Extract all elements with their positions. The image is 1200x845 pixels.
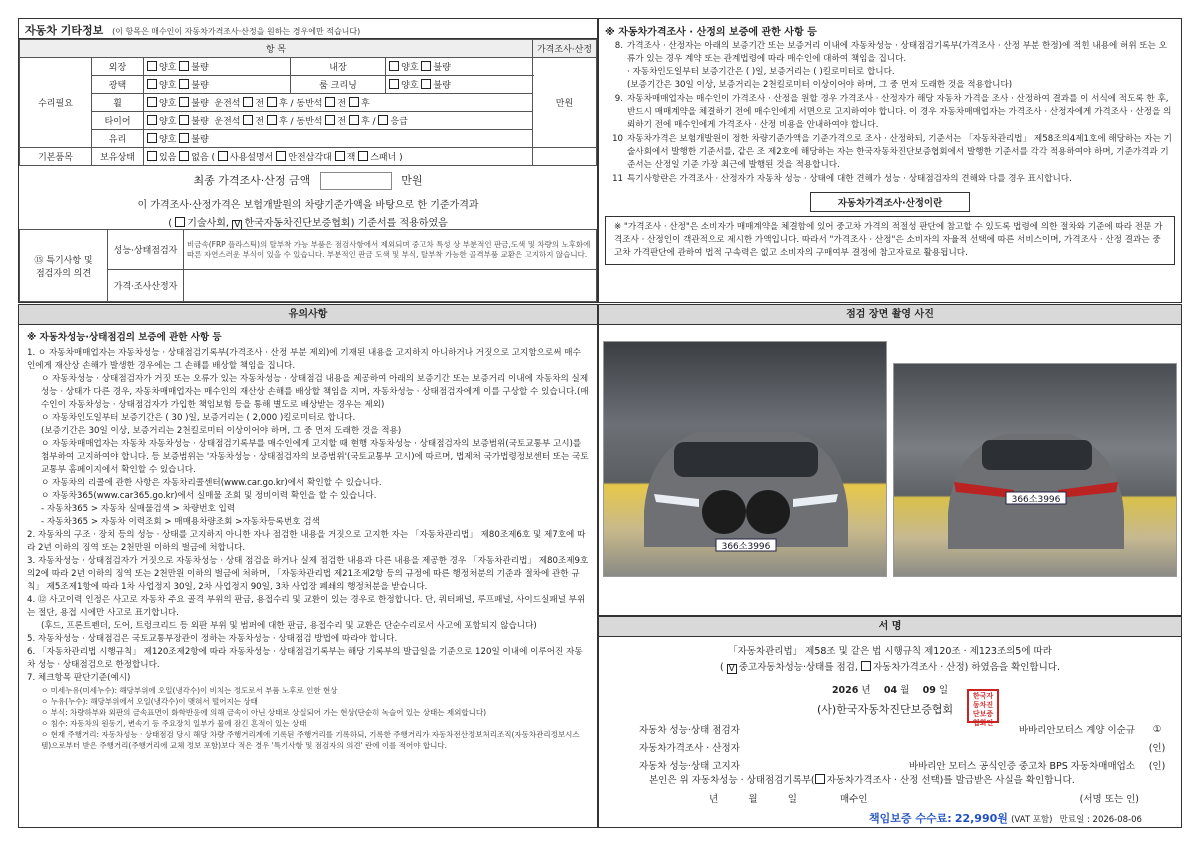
signature-check-line: ( V 중고자동차성능·상태를 점검, 자동차가격조사 · 산정) 하였음을 확인합니다. [720,662,1060,674]
col-item-header: 항 목 [20,40,533,58]
special-notes-table [19,229,597,302]
note-item: 4. ⑫ 사고이력 인정은 사고로 자동차 주요 골격 부위의 판금, 용접수리 및 교환이 있는 경우로 한정합니다. 단, 쿼터패널, 루프패널, 사이드실패널 부위는 절단, 용접 시에만 사고로 표기합니다. [27,595,586,618]
criteria-item: ㅇ 미세누유(미세누수): 해당부위에 오일(냉각수)이 비치는 정도로서 부품 노후로 인한 현상 [41,686,338,695]
note-item: (후드, 프론트펜더, 도어, 트렁크리드 등 외판 부위 및 범퍼에 대한 판금, 용접수리 및 교환은 단순수리로서 사고에 포함되지 않습니다) [41,621,537,631]
org-stamp: 한국자동차진단보증협회인 [967,689,999,723]
definition-title: 자동차가격조사·산정이란 [810,192,970,212]
signer-value [805,738,1139,756]
front-plate: 366소3996 [721,542,771,552]
criteria-item: ㅇ 누유(누수): 해당부위에서 오일(냉각수)이 맺혀서 떨어지는 상태 [41,697,258,706]
price-warranty-item: 8. 가격조사 · 산정자는 아래의 보증기간 또는 보증거리 이내에 자동차성능 · 상태점검기록부(가격조사 · 산정 부분 한정)에 적힌 내용에 허위 또는 오류가 있는 경우 계약 또는 관계법령에 따라 매수인에 대하여 책임을 집니다. · 자동차인도일부터 보증기간은 ( )일, 보증거리는 ( )킬로미터로 합니다. (보증기간은 30일 이상, 보증거리는 2천킬로미터 이상이어야 하며, 그 중 먼저 도래한 것을 적용합니다) [614,41,1167,90]
notes-title: ※ 자동차성능·상태점검의 보증에 관한 사항 등 [27,332,222,343]
special-label: ⑮ 특기사항 및 점검자의 의견 [20,230,108,302]
signature-section [598,616,1182,828]
note-item: - 자동차365 > 자동차 이력조회 > 매매용차량조회 >자동차등록번호 검색 [41,517,320,527]
other-info-title: 자동차 기타정보 [25,24,104,37]
note-item: ㅇ 자동차인도일부터 보증기간은 ( 30 )일, 보증거리는 ( 2,000 )킬로미터로 합니다. [41,413,356,423]
photos-section [598,304,1182,616]
photos-header: 점검 장면 촬영 사진 [599,305,1181,325]
final-price-line: 최종 가격조사·산정 금액 만원 [19,172,597,190]
glass-options[interactable]: 양호 불량 [144,130,533,148]
signer-label: 자동차 성능·상태 고지자 [639,761,740,772]
other-info-subtitle: (이 항목은 매수인이 자동차가격조사·산정을 원하는 경우에만 적습니다) [112,27,361,36]
final-price-input[interactable] [320,172,392,190]
criteria-list [41,685,589,751]
other-info-title-bar [19,19,597,39]
room-cleaning-options[interactable]: 양호 불량 [386,76,533,94]
note-item: ㅇ 자동차성능 · 상태점검자가 거짓 또는 오류가 있는 자동차성능 · 상태점검 내용을 제공하여 아래의 보증기간 또는 보증거리 이내에 자동차의 실제 성능 · 상태가 다른 경우, 자동차매매업자는 매수인의 재산상 손해를 배상할 책임을 지며, 자동차성능 · 상태점검자에게 이를 구상할 수 있습니다.(매수인이 자동차성능 · 상태점검자가 가입한 책임보험 등을 통해 별도로 배상받는 경우는 제외) [41,374,589,410]
criteria-line-2: ( 기술사회, V 한국자동차진단보증협회) 기준서를 적용하였음 [168,218,448,230]
signer-row [635,720,1175,738]
price-warranty-title: ※ 자동차가격조사 · 산정의 보증에 관한 사항 등 [605,27,817,38]
signature-header: 서 명 [599,617,1181,637]
row-gloss: 광택 [92,76,144,94]
criteria-item: ㅇ 침수: 자동차의 원동기, 변속기 등 주요장치 일부가 물에 잠긴 흔적이 있는 상태 [41,719,307,728]
row-exterior: 외장 [92,58,144,76]
note-item: (보증기간은 30일 이상, 보증거리는 2천킬로미터 이상이어야 하며, 그 중 먼저 도래한 것을 적용) [41,426,402,436]
tire-options[interactable]: 양호 불량 운전석 전 후 / 동반석 전 후 / 응급 [144,112,533,130]
perf-label: 성능·상태점검자 [108,230,184,270]
signer-value: 바바리안모터스 계양 이순규 [1018,725,1135,736]
row-interior: 내장 [290,58,385,76]
signer-mark: (인) [1148,743,1166,754]
note-item: ㅇ 자동차의 리콜에 관한 사항은 자동차리콜센터(www.car.go.kr)에서 확인할 수 있습니다. [41,478,382,488]
notes-list [27,347,589,685]
other-info-section [18,18,598,303]
price-warranty-list [605,40,1175,186]
criteria-checkbox-b[interactable]: V [234,220,241,230]
note-item: - 자동차365 > 자동차 실매물검색 > 차량번호 입력 [41,504,236,514]
notes-body [19,325,597,755]
note-item: 5. 자동차성능 · 상태점검은 국토교통부장관이 정하는 자동차성능 · 상태점검 방법에 따라야 합니다. [27,634,398,644]
row-glass: 유리 [92,130,144,148]
signature-org: (사)한국자동차진단보증협회 [817,703,954,716]
notes-header: 유의사항 [19,305,597,325]
interior-options[interactable]: 양호 불량 [386,58,533,76]
price-checker-label: 가격·조사산정자 [108,270,184,302]
signer-row [635,738,1175,756]
note-item: ㅇ 자동차매매업자는 자동차 자동차성능 · 상태점검기록부를 매수인에게 고지할 때 현행 자동차성능 · 상태점검자의 보증범위(국토교통부 고시)를 첨부하여 고지하여야 합니다. 등 보증범위는 '자동차성능 · 상태점검자의 보증범위'(국토교통부 고시)에 따르며, 법제처 국가법령정보센터 또는 국토교통부 홈페이지에서 확인할 수 있습니다. [41,439,589,475]
rear-plate: 366소3996 [1011,495,1061,505]
price-value: 만원 [533,58,597,148]
note-item: 1. ㅇ 자동차매매업자는 자동차성능 · 상태점검기록부(가격조사 · 산정 부분 제외)에 기재된 내용을 고지하지 아니하거나 거짓으로 고지함으로써 매수인에게 재산상 손해가 발생한 경우에는 그 손해를 배상할 책임을 집니다. [27,348,581,371]
price-warranty-item: 9. 자동차매매업자는 매수인이 가격조사 · 산정을 원할 경우 가격조사 · 산정자가 해당 자동차 가격을 조사 · 산정하여 결과를 이 서식에 적도록 한 후, 반드시 매매계약을 체결하기 전에 매수인에게 서면으로 고지하여야 합니다. 이 경우 자동차매매업자는 가격조사 · 산정자에게 가격조사 · 산정을 의뢰하기 전에 매수인에게 가격조사 · 산정 비용을 안내하여야 합니다. [614,94,1172,130]
signer-label: 자동차가격조사 · 산정자 [639,743,740,754]
front-car-illustration [604,342,887,577]
front-car-photo [603,341,887,577]
receipt-line: 본인은 위 자동차성능 · 상태점검기록부( 자동차가격조사 · 산정 선택)를 발급받은 사실을 확인합니다. [649,775,1075,786]
repair-label: 수리필요 [20,58,92,148]
note-item: ㅇ 자동차365(www.car365.go.kr)에서 실매물 조회 및 정비이력 확인을 할 수 있습니다. [41,491,377,501]
note-item: 7. 체크항목 판단기준(예시) [27,673,131,683]
signer-table [635,720,1175,774]
receipt-checkbox[interactable] [815,774,825,784]
gloss-options[interactable]: 양호 불량 [144,76,291,94]
row-wheel: 휠 [92,94,144,112]
note-item: 3. 자동차성능 · 상태점검자가 거짓으로 자동차성능 · 상태 점검을 하거나 실제 점검한 내용과 다른 내용을 제공한 경우 「자동차관리법」 제80조제9호의2에 따라 2년 이하의 징역 또는 2천만원 이하의 벌금에 처하며, 「자동차관리법 제21조제2항 등의 규정에 따른 행정처분의 기준과 절차에 관한 규칙」 제5조제1항에 따라 1차 사업정지 30일, 2차 사업정지 90일, 3차 사업장 폐쇄의 행정처분을 받습니다. [27,556,589,592]
row-possession: 보유상태 [92,148,144,166]
price-warranty-section [598,18,1182,303]
possession-options[interactable]: 있음 없음 ( 사용설명서 안전삼각대 잭 스패너 ) [144,148,533,166]
definition-text: ※ "가격조사 · 산정"은 소비자가 매매계약을 체결함에 있어 중고차 가격의 적절성 판단에 참고할 수 있도록 법령에 의한 절차와 기준에 따라 전문 가격조사 · 산정인이 객관적으로 제시한 가액입니다. 따라서 "가격조사 · 산정"은 소비자의 자율적 선택에 따른 서비스이며, 가격조사 · 산정 결과는 중고차 가격판단에 관하여 법적 구속력은 없고 소비자의 구매여부 결정에 참고자료로 활용됩니다. [605,216,1175,265]
row-room-cleaning: 룸 크리닝 [290,76,385,94]
signer-mark: (인) [1148,761,1166,772]
criteria-line-1: 이 가격조사·산정가격은 보험개발원의 차량기준가액을 바탕으로 한 기준가격과 [137,200,479,211]
criteria-checkbox-a[interactable] [175,217,185,227]
signature-law: 「자동차관리법」 제58조 및 같은 법 시행규칙 제120조 · 제123조의5에 따라 [728,646,1052,657]
price-warranty-item: 11 특기사항란은 가격조사 · 산정자가 자동차 성능 · 상태에 대한 견해가 성능 · 상태점검자의 견해와 다를 경우 표시합니다. [612,174,1072,184]
notes-section [18,304,598,828]
buyer-line: 년 월 일 매수인 (서명 또는 인) [709,794,1139,805]
signer-label: 자동차 성능·상태 점검자 [639,725,740,736]
col-price-header: 가격조사·산정 [533,40,597,58]
signer-mark: ① [1152,723,1162,735]
price-warranty-item: 10 자동차가격은 보험개발원이 정한 차량기준가액을 기준가격으로 조사 · 산정하되, 기준서는 「자동차관리법」 제58조의4제1호에 해당하는 자는 기술사회에서 발행한 기준서를, 같은 조 제2호에 해당하는 자는 한국자동차진단보증협회에서 발행한 기준서를 각각 적용하여야 하며, 기준가격과 기준서는 산정일 기준 가장 최근에 발행된 것을 적용합니다. [612,134,1172,170]
criteria-item: ㅇ 부식: 차량하부와 외판의 금속표면이 화학반응에 의해 금속이 아닌 상태로 상실되어 가는 현상(단순히 녹슬어 있는 상태는 제외합니다) [41,708,486,717]
rear-car-illustration [894,364,1177,577]
check-performance[interactable]: V [728,664,735,674]
exterior-options[interactable]: 양호 불량 [144,58,291,76]
check-price[interactable] [861,661,871,671]
note-item: 6. 「자동차관리법 시행규칙」 제120조제2항에 따라 자동차성능 · 상태점검기록부는 해당 기록부의 발급일을 기준으로 120일 이내에 이루어진 자동차 성능 · 상태점검으로 한정합니다. [27,647,583,670]
signer-value: 바바리안 모터스 공식인증 중고차 BPS 자동차매매업소 [908,761,1135,772]
perf-text: 비금속(FRP 플라스틱)의 탈부착 가능 부품은 점검사항에서 제외되며 중고차 특성 상 부분적인 판금,도색 및 차량의 노후화에 따른 자연스러운 부식이 있을 수 있습니다. 부분적인 판금 도색 및 부식, 탈부착 가능한 골격부품 교환은 고지하지 않습니다. [184,230,597,270]
basic-label: 기본품목 [20,148,92,166]
other-info-table [19,39,597,166]
note-item: 2. 자동차의 구조 · 장치 등의 성능 · 상태를 고지하지 아니한 자나 점검한 내용을 거짓으로 고지한 자는 「자동차관리법」 제80조제6호 및 제7호에 따라 2년 이하의 징역 또는 2천만원 이하의 벌금에 처합니다. [27,530,586,553]
wheel-options[interactable]: 양호 불량 운전석 전 후 / 동반석 전 후 [144,94,533,112]
rear-car-photo [893,363,1177,577]
criteria-item: ㅇ 현재 주행거리: 자동차성능 · 상태점검 당시 해당 차량 주행거리계에 기록된 주행거리를 기록하되, 기록한 주행거리가 자동차전산정보처리조직(자동차관리정보시스템)으로부터 받은 주행거리(주행거리에 교체 정보 포함)보다 적은 경우 '특기사항 및 점검자의 의견' 란에 이를 적어야 합니다. [41,730,580,750]
signature-date: 2026 년 04 월 09 일 [831,685,949,696]
fee-line: 책임보증 수수료: 22,990원 (VAT 포함) 만료일 : 2026-08-06 [869,812,1142,825]
row-tire: 타이어 [92,112,144,130]
